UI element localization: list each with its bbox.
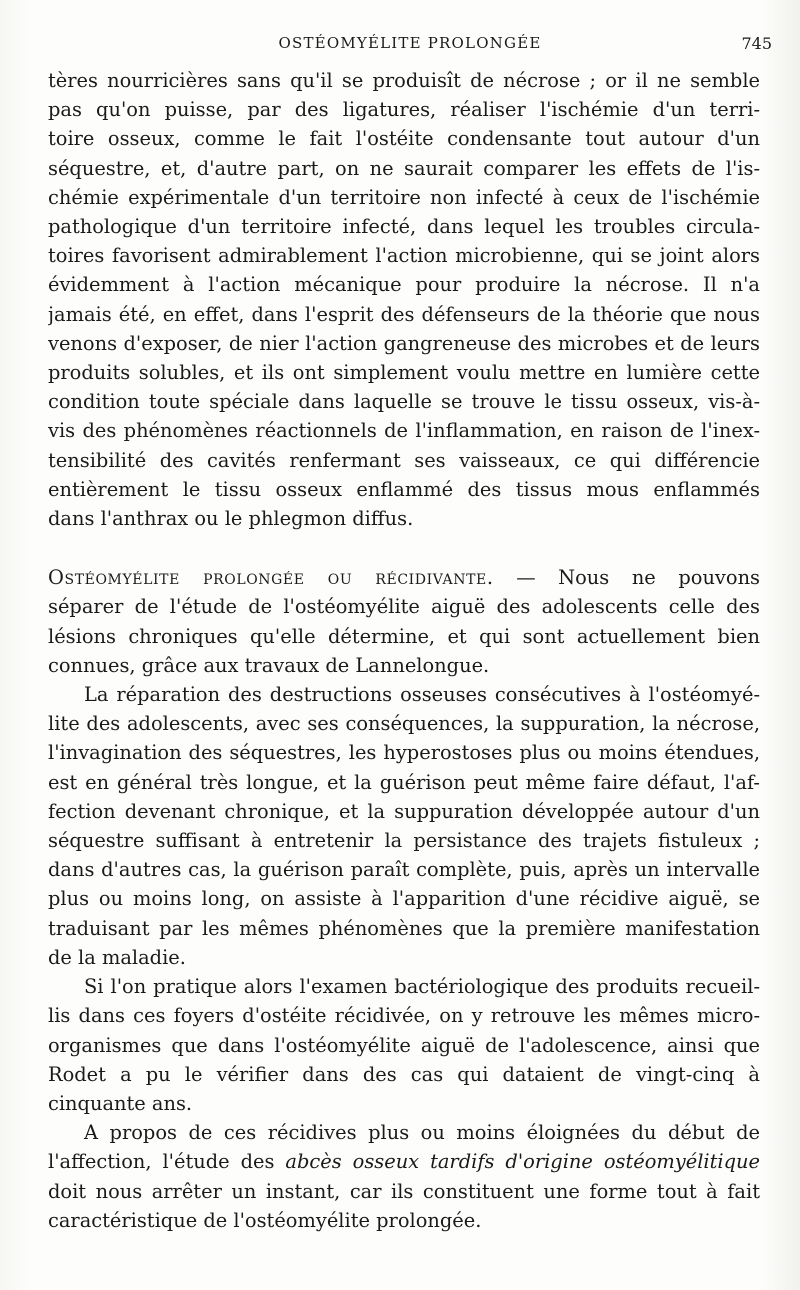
text-line: A propos de ces récidives plus ou moins éloignées du début de (84, 1121, 760, 1145)
text-line: chémie expérimentale d'un territoire non infecté à ceux de l'ischémie (48, 185, 760, 209)
page-header (48, 32, 772, 56)
text-line: tères nourricières sans qu'il se produisît de nécrose ; or il ne semble (48, 69, 760, 92)
paragraph-abces (48, 1118, 760, 1235)
text-line: de la maladie. (48, 945, 186, 969)
text-line: lésions chroniques qu'elle détermine, et qui sont actuellement bien (48, 624, 760, 648)
text-line: venons d'exposer, de nier l'action gangreneuse des microbes et de leurs (48, 331, 760, 355)
text-line: doit nous arrêter un instant, car ils constituent une forme tout à fait (48, 1179, 760, 1203)
text-line: La réparation des destructions osseuses consécutives à l'ostéomyé- (84, 683, 760, 707)
text-line: vis des phénomènes réactionnels de l'inflammation, en raison de l'inex- (48, 419, 760, 443)
paragraph-reparation (48, 680, 760, 972)
italic-term: abcès osseux tardifs d'origine ostéomyélitique (285, 1150, 760, 1174)
text-line: toires favorisent admirablement l'action microbienne, qui se joint alors (48, 244, 760, 268)
text-line: condition toute spéciale dans laquelle se trouve le tissu osseux, vis-à- (48, 390, 760, 414)
text-line: jamais été, en effet, dans l'esprit des défenseurs de la théorie que nous (48, 302, 760, 326)
text-line: séquestre, et, d'autre part, on ne saurait comparer les effets de l'is- (48, 156, 760, 180)
section-heading-continuation: — Nous ne pouvons (493, 566, 760, 590)
section-first-line (48, 563, 760, 592)
section-paragraph (48, 563, 760, 680)
section-gap (48, 533, 760, 563)
running-head: OSTÉOMYÉLITE PROLONGÉE (278, 34, 542, 52)
text-line: séquestre suffisant à entretenir la persistance des trajets fistuleux ; (48, 829, 760, 853)
text-line: pathologique d'un territoire infecté, dans lequel les troubles circula- (48, 215, 760, 239)
text-line: dans l'anthrax ou le phlegmon diffus. (48, 507, 414, 531)
text-line: lis dans ces foyers d'ostéite récidivée, on y retrouve les mêmes micro- (48, 1004, 760, 1028)
text-line: tensibilité des cavités renfermant ses vaisseaux, ce qui différencie (48, 448, 760, 472)
text-line: traduisant par les mêmes phénomènes que la première manifestation (48, 916, 760, 940)
text-line: connues, grâce aux travaux de Lannelongue. (48, 653, 490, 677)
text-line: l'invagination des séquestres, les hyperostoses plus ou moins étendues, (48, 741, 760, 765)
text-line (48, 1147, 760, 1176)
text-line: entièrement le tissu osseux enflammé des tissus mous enflammés (48, 477, 760, 501)
text-line: fection devenant chronique, et la suppuration développée autour d'un (48, 799, 760, 823)
text-line: dans d'autres cas, la guérison paraît complète, puis, après un intervalle (48, 858, 760, 882)
paragraph-continuation (48, 66, 760, 533)
text-line: pas qu'on puisse, par des ligatures, réaliser l'ischémie d'un terri- (48, 98, 760, 122)
text-line: Si l'on pratique alors l'examen bactériologique des produits recueil- (84, 975, 760, 999)
text-line: produits solubles, et ils ont simplement voulu mettre en lumière cette (48, 361, 760, 385)
text-line: organismes que dans l'ostéomyélite aiguë de l'adolescence, ainsi que (48, 1033, 760, 1057)
page-number: 745 (741, 34, 772, 53)
text-line: lite des adolescents, avec ses conséquences, la suppuration, la nécrose, (48, 712, 760, 736)
text-line: toire osseux, comme le fait l'ostéite condensante tout autour d'un (48, 127, 760, 151)
text-line: séparer de l'étude de l'ostéomyélite aiguë des adolescents celle des (48, 595, 760, 619)
text-line: est en général très longue, et la guérison peut même faire défaut, l'af- (48, 770, 760, 794)
paragraph-bacteriology (48, 972, 760, 1118)
text-line: Rodet a pu le vérifier dans des cas qui dataient de vingt-cinq à (48, 1062, 760, 1086)
text-line: évidemment à l'action mécanique pour produire la nécrose. Il n'a (48, 273, 760, 297)
text-line: caractéristique de l'ostéomyélite prolongée. (48, 1208, 482, 1232)
page-body (48, 66, 760, 1235)
text-run: l'affection, l'étude des (48, 1150, 286, 1174)
text-line: cinquante ans. (48, 1091, 193, 1115)
section-heading: Ostéomyélite prolongée ou récidivante. (48, 566, 494, 590)
text-line: plus ou moins long, on assiste à l'apparition d'une récidive aiguë, se (48, 887, 760, 911)
